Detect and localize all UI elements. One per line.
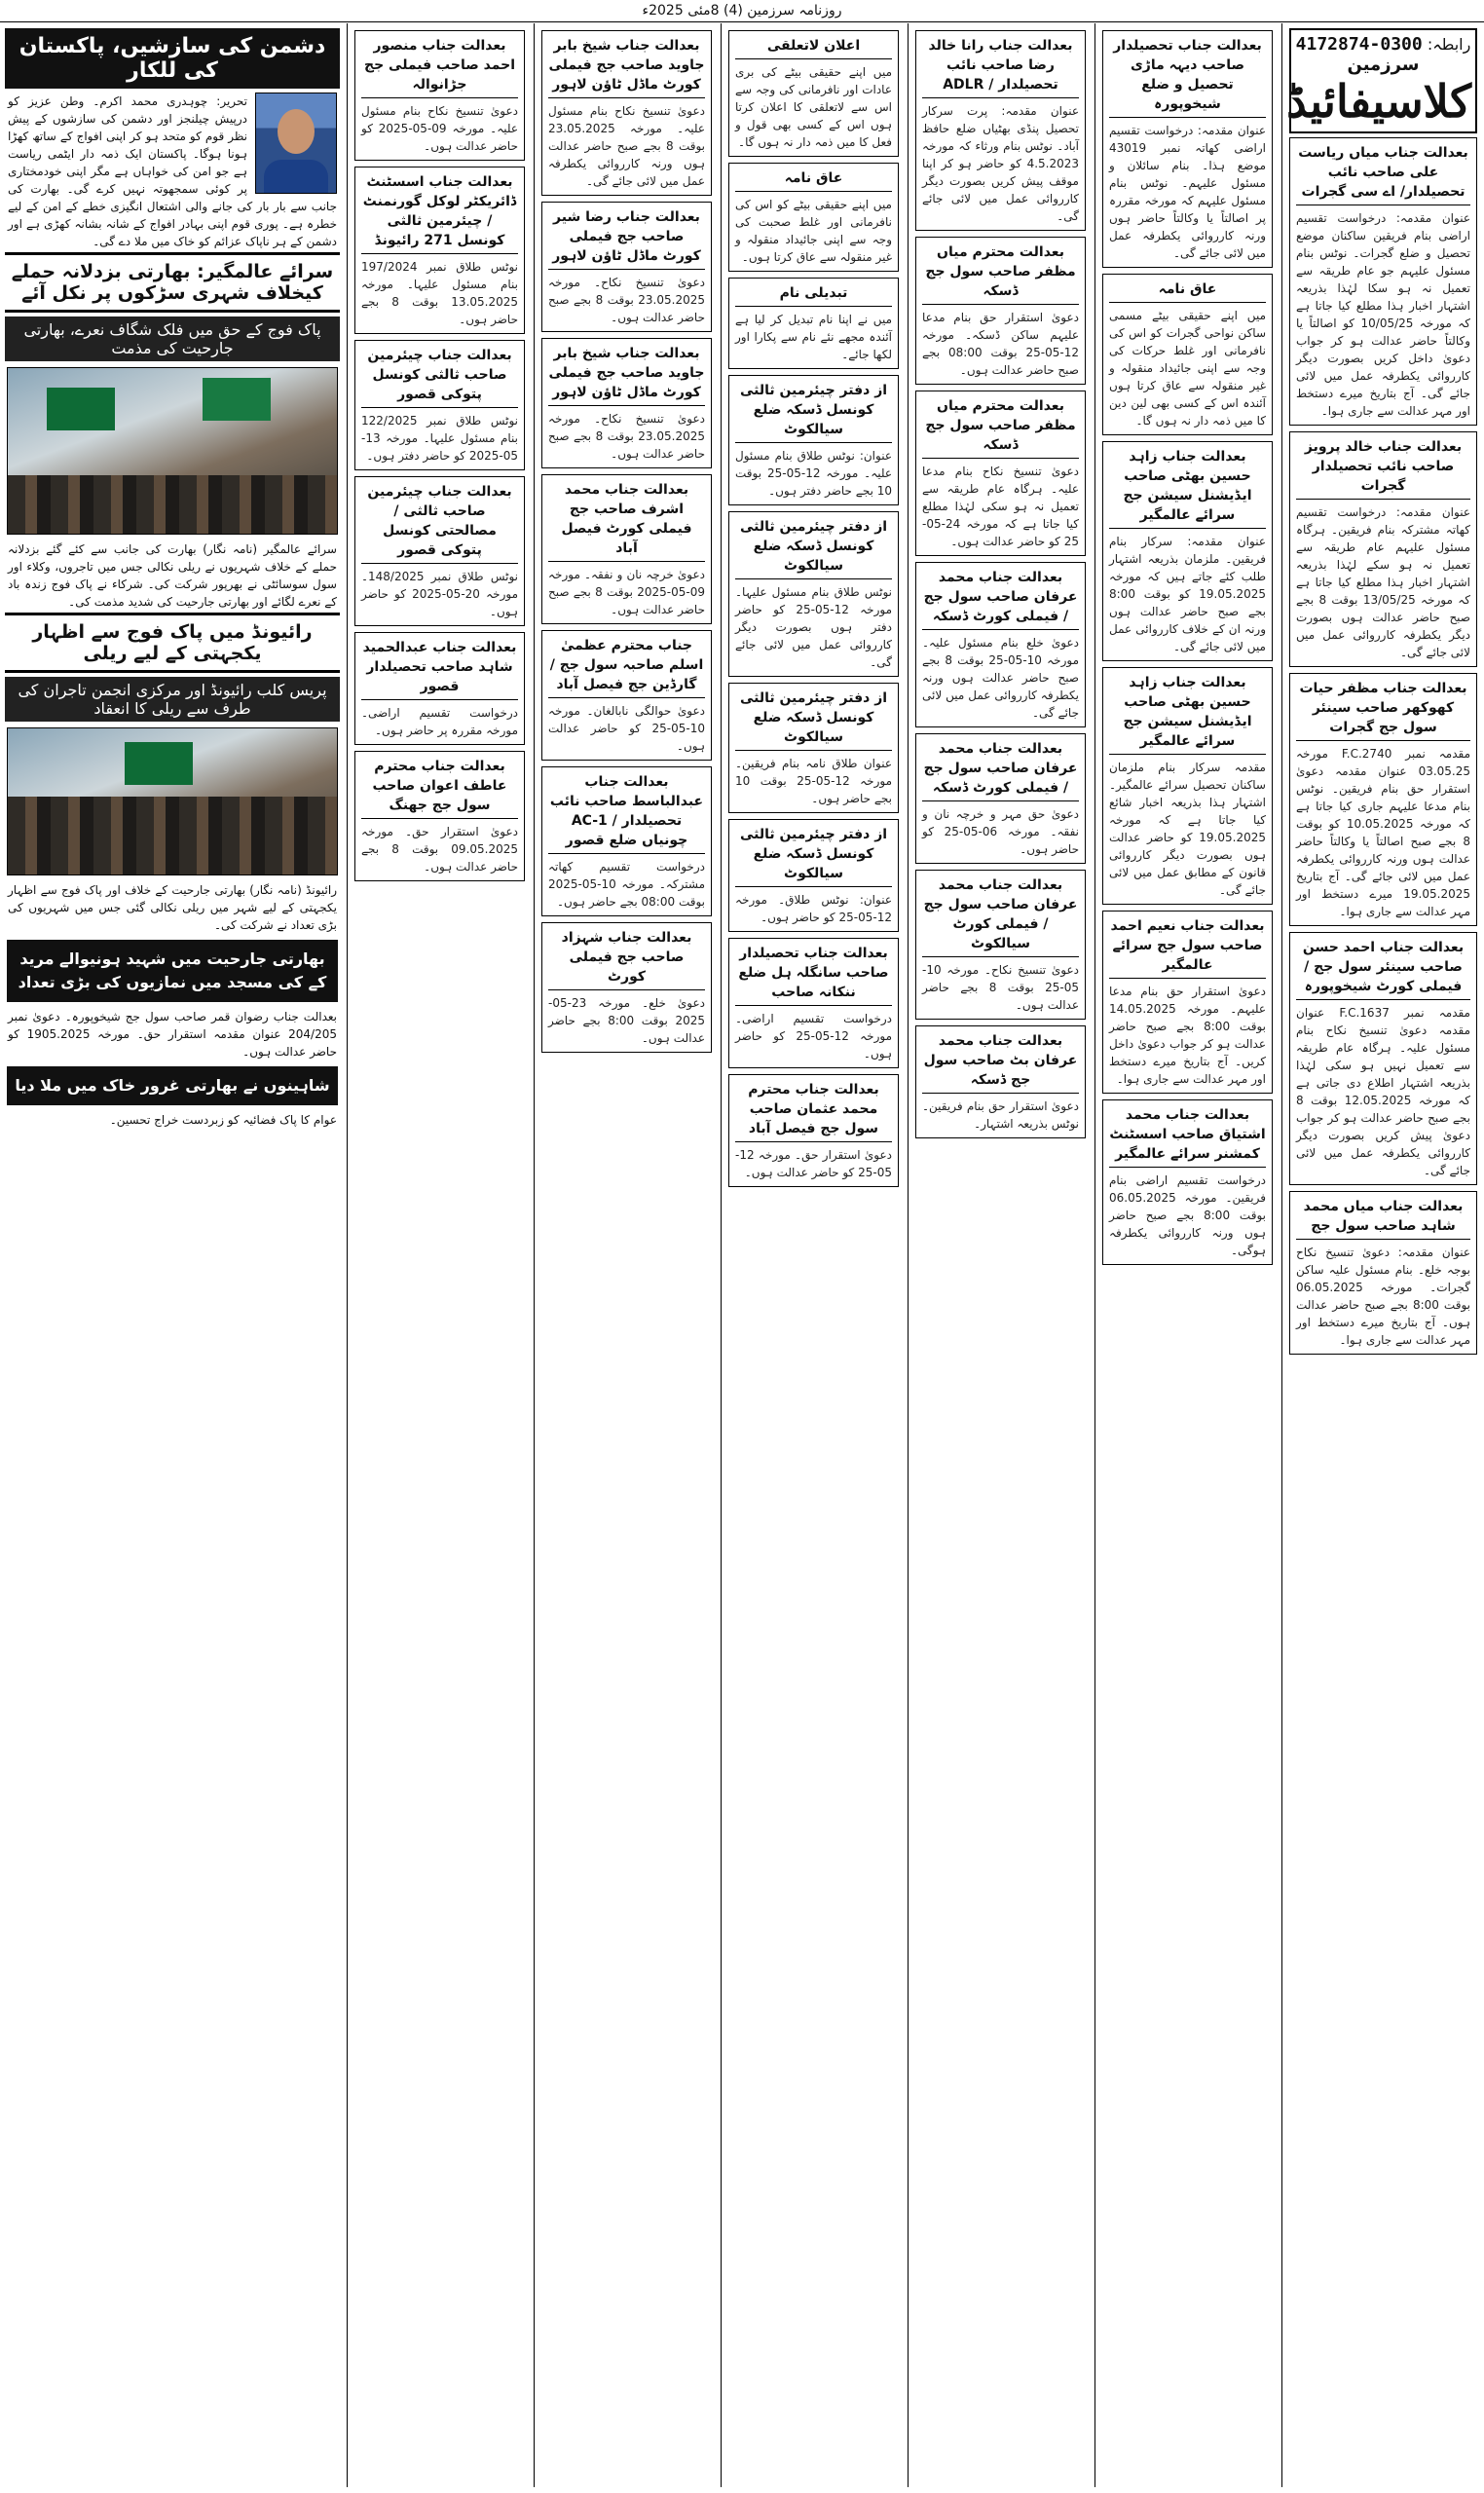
ad-box [541, 474, 712, 624]
ad-box [1289, 137, 1477, 426]
ad-text: میں اپنے حقیقی بیٹے مسمی ساکن نواحی گجرات کو اس کی نافرمانی اور غلط حرکات کی وجہ سے اپنی جائیداد منقولہ و غیر منقولہ سے عاق کرتا ہوں آئندہ اس کے کسی بھی لین دین کا میں ذمہ دار نہ ہوں گا۔ [1109, 309, 1266, 428]
ad-box [915, 733, 1086, 864]
ad-text: مقدمہ نمبر F.C.1637 عنوان مقدمہ دعویٰ تنسیخ نکاح بنام مسئول علیہ۔ ہرگاہ عام طریقہ سے تعمیل نہیں ہو سکی لہٰذا بذریعہ اشتہار اطلاع دی جاتی ہے کہ مورخہ 12.05.2025 بوقت 8 بجے صبح حاضر عدالت ہو کر جواب دعویٰ پیش کریں بصورت دیگر کارروائی یکطرفہ عمل میں لائی جائے گی۔ [1296, 1006, 1471, 1177]
article-headline: رائیونڈ میں پاک فوج سے اظہار یکجہتی کے لیے ریلی [5, 613, 340, 673]
column-6 [347, 23, 532, 2487]
rally-photo [7, 367, 338, 535]
ad-heading: بعدالت جناب شہزاد صاحب جج فیملی کورٹ [548, 928, 705, 990]
column-2 [1094, 23, 1280, 2487]
ad-heading: بعدالت جناب اسسٹنٹ ڈائریکٹر لوکل گورنمنٹ / چیئرمین ثالثی کونسل 271 رائیونڈ [361, 172, 518, 254]
ad-box [354, 751, 525, 881]
ad-box [541, 338, 712, 468]
ad-heading: بعدالت جناب عبدالحمید شاہد صاحب تحصیلدار قصور [361, 638, 518, 700]
phone-number: 0300-4172874 [1295, 34, 1423, 55]
article-text: بعدالت جناب رضوان قمر صاحب سول جج شیخوپورہ۔ دعویٰ نمبر 204/205 عنوان مقدمہ استقرار حق۔ مورخہ 1905.2025 کو حاضر عدالت ہوں۔ [8, 1010, 337, 1059]
article-text: سرائے عالمگیر (نامہ نگار) بھارت کی جانب سے کئے گئے بزدلانہ حملے کے خلاف شہریوں نے ریلی نکالی جس میں تاجروں، وکلاء اور سول سوسائٹی نے بھرپور شرکت کی۔ شرکاء نے پاک فوج زندہ باد کے نعرے لگائے اور بھارتی جارحیت کی شدید مذمت کی۔ [8, 542, 337, 609]
ad-text: دعویٰ خلع بنام مسئول علیہ۔ مورخہ 10-05-25 بوقت 8 بجے صبح حاضر عدالت ہوں ورنہ یکطرفہ کارروائی عمل میں لائی جائے گی۔ [922, 636, 1080, 720]
ad-text: عنوان مقدمہ: درخواست تقسیم کھاتہ مشترکہ بنام فریقین۔ ہرگاہ مسئول علیہم عام طریقہ سے تعمیل نہ ہو سکے لہٰذا بذریعہ اشتہار اخبار ہذا مطلع کیا جاتا ہے کہ مورخہ 13/05/25 بوقت 8 بجے صبح حاضر عدالت ہوں بصورت دیگر یکطرفہ کارروائی عمل میں لائی جائے گی۔ [1296, 505, 1470, 659]
brand-name: سرزمین [1347, 55, 1420, 75]
ad-text: نوٹس طلاق نمبر 148/2025۔ مورخہ 20-05-2025 کو حاضر ہوں۔ [361, 570, 518, 618]
column-4 [721, 23, 906, 2487]
phone-label: رابطہ: [1427, 35, 1471, 54]
ad-text: درخواست تقسیم اراضی بنام فریقین۔ مورخہ 06.05.2025 بوقت 8:00 بجے صبح حاضر ہوں ورنہ کارروائی یکطرفہ ہوگی۔ [1109, 1173, 1266, 1257]
ad-heading: بعدالت جناب رانا خالد رضا صاحب نائب تحصیلدار / ADLR [922, 36, 1079, 98]
ad-box [354, 167, 525, 334]
ad-text: دعویٰ استقرار حق بنام فریقین۔ نوٹس بذریعہ اشتہار۔ [922, 1099, 1079, 1131]
ad-heading: تبدیلی نام [735, 283, 892, 307]
ad-text: دعویٰ استقرار حق۔ مورخہ 09.05.2025 بوقت 8 بجے حاضر عدالت ہوں۔ [361, 825, 519, 874]
ad-heading: بعدالت جناب شیخ بابر جاوید صاحب جج فیملی کورٹ ماڈل ٹاؤن لاہور [548, 36, 705, 98]
ad-box [728, 938, 899, 1068]
ad-heading: عاق نامہ [735, 168, 892, 192]
date-line: روزنامہ سرزمین (4) 8مئی 2025ء [0, 0, 1484, 22]
ad-box [915, 30, 1086, 231]
ad-heading: بعدالت جناب رضا شیر صاحب جج فیملی کورٹ ماڈل ٹاؤن لاہور [548, 207, 705, 270]
ad-text: دعویٰ تنسیخ نکاح۔ مورخہ 23.05.2025 بوقت 8 بجے صبح حاضر عدالت ہوں۔ [548, 276, 705, 324]
article-headline: سرائے عالمگیر: بھارتی بزدلانہ حملے کیخلاف شہری سڑکوں پر نکل آئے [5, 252, 340, 313]
ad-box [1102, 1099, 1273, 1265]
ad-box [1102, 30, 1273, 268]
ad-text: دعویٰ حق مہر و خرچہ نان و نفقہ۔ مورخہ 06-05-25 کو حاضر ہوں۔ [922, 807, 1079, 856]
classified-logo [1286, 28, 1477, 133]
ad-box [541, 630, 712, 761]
ad-heading: بعدالت جناب محمد عرفان بٹ صاحب سول جج ڈسکہ [922, 1031, 1079, 1094]
ad-heading: بعدالت جناب خالد پرویز صاحب نائب تحصیلدار گجرات [1296, 437, 1470, 500]
ad-heading: بعدالت جناب منصور احمد صاحب فیملی جج جڑانوالہ [361, 36, 518, 98]
ad-text: دعویٰ استقرار حق۔ مورخہ 12-05-25 کو حاضر عدالت ہوں۔ [735, 1148, 892, 1179]
box-headline: بھارتی جارحیت میں شہید ہونیوالے مرید کے کی مسجد میں نمازیوں کی بڑی تعداد [18, 949, 327, 991]
ad-text: دعویٰ خرچہ نان و نفقہ۔ مورخہ 09-05-2025 بوقت 8 بجے صبح حاضر عدالت ہوں۔ [548, 568, 705, 616]
ad-text: عنوان طلاق نامہ بنام فریقین۔ مورخہ 12-05-25 بوقت 10 بجے حاضر ہوں۔ [735, 757, 893, 805]
column-5 [534, 23, 719, 2487]
ad-box [1289, 673, 1477, 926]
ad-text: عنوان: نوٹس طلاق۔ مورخہ 12-05-25 کو حاضر ہوں۔ [735, 893, 892, 924]
column-1 [1281, 23, 1484, 2487]
ad-text: دعویٰ خلع۔ مورخہ 23-05-2025 بوقت 8:00 بجے حاضر عدالت ہوں۔ [548, 996, 705, 1045]
ad-text: دعویٰ تنسیخ نکاح۔ مورخہ 10-05-25 بوقت 8 بجے حاضر عدالت ہوں۔ [922, 963, 1079, 1012]
ad-heading: بعدالت جناب نعیم احمد صاحب سول جج سرائے عالمگیر [1109, 916, 1266, 979]
ad-text: عنوان مقدمہ: دعویٰ تنسیخ نکاح بوجہ خلع۔ بنام مسئول علیہ ساکن گجرات۔ مورخہ 06.05.2025 بوقت 8:00 بجے صبح حاضر عدالت ہوں۔ آج بتاریخ میرے دستخط اور مہر عدالت سے جاری ہوا۔ [1296, 1246, 1470, 1347]
ad-heading: بعدالت محترم میاں مظفر صاحب سول جج ڈسکہ [922, 396, 1079, 459]
ad-box [1102, 911, 1273, 1094]
ad-heading: از دفتر چیئرمین ثالثی کونسل ڈسکہ ضلع سیالکوٹ [735, 688, 892, 751]
ad-text: نوٹس طلاق نمبر 197/2024 بنام مسئول علیہا۔ مورخہ 13.05.2025 بوقت 8 بجے حاضر ہوں۔ [361, 260, 519, 326]
ad-heading: بعدالت محترم میاں مظفر صاحب سول جج ڈسکہ [922, 242, 1079, 305]
ad-box [541, 30, 712, 196]
news-box [7, 940, 338, 1002]
article-subheadline: پاک فوج کے حق میں فلک شگاف نعرے، بھارتی جارحیت کی مذمت [5, 316, 340, 361]
article-text: رائیونڈ (نامہ نگار) بھارتی جارحیت کے خلاف اور پاک فوج سے اظہار یکجہتی کے لیے شہر میں ریلی نکالی گئی جس میں شہریوں کی بڑی تعداد نے شرکت کی۔ [8, 883, 337, 932]
news-box [7, 1066, 338, 1105]
ad-heading: بعدالت جناب مظفر حیات کھوکھر صاحب سینئر سول جج گجرات [1296, 679, 1470, 741]
ad-box [1289, 1191, 1477, 1355]
ad-heading: بعدالت جناب محمد عرفان صاحب سول جج / فیملی کورٹ ڈسکہ [922, 739, 1079, 801]
ad-text: دعویٰ حوالگی نابالغان۔ مورخہ 10-05-25 کو حاضر عدالت ہوں۔ [548, 704, 705, 753]
classified-title: کلاسیفائیڈ [1286, 75, 1471, 128]
ad-box [728, 819, 899, 932]
ad-text: عنوان مقدمہ: سرکار بنام فریقین۔ ملزمان بذریعہ اشتہار طلب کئے جاتے ہیں کہ مورخہ 19.05.2025 کو بوقت 8:00 بجے صبح حاضر عدالت ہوں ورنہ ان کے خلاف کارروائی عمل میں لائی جائے گی۔ [1109, 535, 1266, 653]
article-text: تحریر: چوہدری محمد اکرم۔ وطن عزیز کو درپیش چیلنجز اور دشمن کی سازشوں کے پیش نظر قوم کو متحد ہو کر اپنی افواج کے ساتھ کھڑا ہونا ہوگا۔ پاکستان ایک ذمہ دار ایٹمی ریاست ہے جو امن کی خواہاں ہے مگر اپنی خودمختاری پر کوئی سمجھوتہ نہیں کرے گی۔ بھارت کی جانب سے بار بار کی جانے والی اشتعال انگیزی خطے کے امن کے لیے خطرہ ہے۔ پوری قوم اپنی بہادر افواج کے شانہ بشانہ کھڑی ہے اور دشمن کے ہر ناپاک عزائم کو خاک میں ملا دے گی۔ [8, 94, 337, 248]
ad-text: عنوان: نوٹس طلاق بنام مسئول علیہ۔ مورخہ 12-05-25 بوقت 10 بجے حاضر دفتر ہوں۔ [735, 449, 892, 498]
ad-text: میں اپنے حقیقی بیٹے کو اس کی نافرمانی اور غلط صحبت کی وجہ سے اپنی جائیداد منقولہ و غیر منقولہ سے عاق کرتا ہوں۔ [735, 198, 892, 264]
ad-box [1102, 274, 1273, 435]
ad-text: عنوان مقدمہ: درخواست تقسیم اراضی بنام فریقین ساکنان موضع تحصیل و ضلع گجرات۔ نوٹس بنام مسئول علیہم جو عام طریقہ سے تعمیل نہ ہو سکا لہٰذا بذریعہ اشتہار اخبار ہذا مطلع کیا جاتا ہے کہ مورخہ 10/05/25 کو اصالتاً یا وکالتاً حاضر عدالت ہو کر جواب دعویٰ داخل کریں بصورت دیگر کارروائی یکطرفہ عمل میں لائی جائے گی۔ آج بتاریخ میرے دستخط اور مہر عدالت سے جاری ہوا۔ [1296, 211, 1471, 418]
ad-box [1289, 431, 1477, 667]
ad-box [915, 1025, 1086, 1138]
ad-box [728, 30, 899, 157]
ad-box [728, 163, 899, 272]
ad-heading: بعدالت جناب زاہد حسین بھٹی صاحب ایڈیشنل سیشن جج سرائے عالمگیر [1109, 447, 1266, 529]
ad-text: مقدمہ سرکار بنام ملزمان ساکنان تحصیل سرائے عالمگیر۔ اشتہار ہذا بذریعہ اخبار شائع کیا جاتا ہے کہ مورخہ 19.05.2025 کو حاضر عدالت ہوں بصورت دیگر کارروائی قانون کے مطابق عمل میں لائی جائے گی۔ [1109, 761, 1266, 897]
ad-box [728, 683, 899, 813]
ad-heading: بعدالت جناب زاہد حسین بھٹی صاحب ایڈیشنل سیشن جج سرائے عالمگیر [1109, 673, 1266, 755]
ad-text: درخواست تقسیم اراضی۔ مورخہ 12-05-25 کو حاضر ہوں۔ [735, 1012, 892, 1060]
ad-heading: بعدالت جناب تحصیلدار صاحب دیہہ ماڑی تحصیل و ضلع شیخوپورہ [1109, 36, 1266, 118]
ad-box [1289, 932, 1477, 1185]
ad-heading: بعدالت جناب چیئرمین صاحب ثالثی کونسل پتوکی قصور [361, 346, 518, 408]
ad-heading: بعدالت جناب محترم محمد عثمان صاحب سول جج فیصل آباد [735, 1080, 892, 1142]
ad-heading: از دفتر چیئرمین ثالثی کونسل ڈسکہ ضلع سیالکوٹ [735, 825, 892, 887]
ad-heading: از دفتر چیئرمین ثالثی کونسل ڈسکہ ضلع سیالکوٹ [735, 517, 892, 579]
ad-heading: بعدالت جناب تحصیلدار صاحب سانگلہ ہل ضلع ننکانہ صاحب [735, 944, 892, 1006]
ad-box [728, 375, 899, 505]
ad-box [541, 202, 712, 332]
ad-text: مقدمہ نمبر F.C.2740 مورخہ 03.05.25 عنوان مقدمہ دعویٰ استقرار حق بنام فریقین۔ نوٹس بنام مدعا علیہم جاری کیا جاتا ہے کہ مورخہ 10.05.2025 کو بوقت 8 بجے صبح اصالتاً یا وکالتاً حاضر عدالت ہوں ورنہ کارروائی یکطرفہ عمل میں لائی جائے گی۔ آج بتاریخ 19.05.2025 میرے دستخط اور مہر عدالت سے جاری ہوا۔ [1296, 747, 1470, 918]
ad-heading: بعدالت جناب محمد اشتیاق صاحب اسسٹنٹ کمشنر سرائے عالمگیر [1109, 1105, 1266, 1168]
news-column [0, 23, 345, 2487]
ad-text: نوٹس طلاق بنام مسئول علیہا۔ مورخہ 12-05-25 کو حاضر دفتر ہوں بصورت دیگر کارروائی عمل میں لائی جائے گی۔ [735, 585, 892, 669]
ad-box [728, 1074, 899, 1187]
ad-box [915, 391, 1086, 556]
ad-text: عنوان مقدمہ: پرت سرکار تحصیل پنڈی بھٹیاں ضلع حافظ آباد۔ نوٹس بنام ورثاء کہ مورخہ 4.5.2023 کو حاضر ہو کر اپنا موقف پیش کریں بصورت دیگر کارروائی عمل میں لائی جائے گی۔ [922, 104, 1079, 223]
ad-heading: بعدالت جناب محمد عرفان صاحب سول جج / فیملی کورٹ سیالکوٹ [922, 875, 1079, 957]
article-text: عوام کا پاک فضائیہ کو زبردست خراج تحسین۔ [109, 1113, 337, 1127]
ad-text: میں اپنے حقیقی بیٹے کی بری عادات اور نافرمانی کی وجہ سے اس سے لاتعلقی کا اعلان کرتا ہوں اس کے کسی بھی قول و فعل کا میں ذمہ دار نہ ہوں گا۔ [735, 65, 892, 149]
ad-text: درخواست تقسیم اراضی۔ مورخہ مقررہ پر حاضر ہوں۔ [361, 706, 518, 737]
article-subheadline: پریس کلب رائیونڈ اور مرکزی انجمن تاجران کی طرف سے ریلی کا انعقاد [5, 677, 340, 722]
ad-text: دعویٰ تنسیخ نکاح بنام مدعا علیہ۔ ہرگاہ عام طریقہ سے تعمیل نہ ہو سکی لہٰذا مطلع کیا جاتا ہے کہ مورخہ 24-05-25 کو حاضر عدالت ہوں۔ [922, 465, 1079, 548]
ad-box [354, 632, 525, 745]
ad-box [1102, 441, 1273, 661]
ad-heading: بعدالت جناب میاں محمد شاہد صاحب سول جج [1296, 1197, 1470, 1240]
ad-heading: از دفتر چیئرمین ثالثی کونسل ڈسکہ ضلع سیالکوٹ [735, 381, 892, 443]
ad-box [354, 340, 525, 470]
ad-text: دعویٰ استقرار حق بنام مدعا علیہم ساکن ڈسکہ۔ مورخہ 12-05-25 بوقت 08:00 بجے صبح حاضر عدالت ہوں۔ [922, 311, 1079, 377]
ad-text: دعویٰ تنسیخ نکاح۔ مورخہ 23.05.2025 بوقت 8 بجے صبح حاضر عدالت ہوں۔ [548, 412, 705, 461]
ad-box [541, 922, 712, 1053]
ad-heading: بعدالت جناب چیئرمین صاحب ثالثی / مصالحتی کونسل پتوکی قصور [361, 482, 518, 564]
article-headline: دشمن کی سازشیں، پاکستان کی للکار [5, 28, 340, 89]
ad-text: دعویٰ استقرار حق بنام مدعا علیہم۔ مورخہ 14.05.2025 بوقت 8:00 بجے صبح حاضر عدالت ہو کر جواب دعویٰ داخل کریں۔ آج بتاریخ میرے دستخط اور مہر عدالت سے جاری ہوا۔ [1109, 985, 1266, 1086]
ad-text: دعویٰ تنسیخ نکاح بنام مسئول علیہ۔ مورخہ 09-05-2025 کو حاضر عدالت ہوں۔ [361, 104, 518, 153]
ad-box [728, 511, 899, 677]
article-body [5, 93, 340, 250]
ad-heading: عاق نامہ [1109, 279, 1266, 303]
ad-box [915, 562, 1086, 727]
ad-heading: بعدالت جناب شیخ بابر جاوید صاحب جج فیملی کورٹ ماڈل ٹاؤن لاہور [548, 344, 705, 406]
ad-text: میں نے اپنا نام تبدیل کر لیا ہے آئندہ مجھے نئے نام سے پکارا اور لکھا جائے۔ [735, 313, 892, 361]
column-3 [908, 23, 1093, 2487]
ad-text: دعویٰ تنسیخ نکاح بنام مسئول علیہ۔ مورخہ 23.05.2025 بوقت 8 بجے صبح حاضر عدالت ہوں ورنہ کارروائی یکطرفہ عمل میں لائی جائے گی۔ [548, 104, 705, 188]
author-photo [255, 93, 337, 194]
ad-heading: بعدالت جناب احمد حسن صاحب سینئر سول جج / فیملی کورٹ شیخوپورہ [1296, 938, 1470, 1000]
ad-heading: بعدالت جناب میاں ریاست علی صاحب نائب تحصیلدار/ اے سی گجرات [1296, 143, 1470, 205]
rally-photo [7, 727, 338, 875]
ad-text: درخواست تقسیم کھاتہ مشترکہ۔ مورخہ 10-05-2025 بوقت 08:00 بجے حاضر ہوں۔ [548, 860, 705, 909]
ad-heading: بعدالت جناب محمد اشرف صاحب جج فیملی کورٹ فیصل آباد [548, 480, 705, 562]
ad-heading: جناب محترم عظمیٰ اسلم صاحبہ سول جج / گارڈین جج فیصل آباد [548, 636, 705, 698]
ad-box [915, 870, 1086, 1020]
ad-text: عنوان مقدمہ: درخواست تقسیم اراضی کھاتہ نمبر 43019 موضع ہذا۔ بنام سائلان و مسئول علیہم۔ نوٹس بنام مسئول علیہم کہ مورخہ مقررہ پر اصالتاً یا وکالتاً حاضر ہوں ورنہ کارروائی یکطرفہ عمل میں لائی جائے گی۔ [1109, 124, 1266, 260]
ad-box [915, 237, 1086, 385]
ad-heading: بعدالت جناب عبدالباسط صاحب نائب تحصیلدار / AC-1 چونیاں ضلع قصور [548, 772, 705, 854]
ad-box [1102, 667, 1273, 905]
ad-box [354, 30, 525, 161]
ad-text: نوٹس طلاق نمبر 122/2025 بنام مسئول علیہا۔ مورخہ 13-05-2025 کو حاضر دفتر ہوں۔ [361, 414, 518, 463]
ad-box [728, 278, 899, 369]
box-headline: شاہینوں نے بھارتی غرور خاک میں ملا دیا [15, 1076, 330, 1095]
ad-box [541, 766, 712, 916]
ad-heading: بعدالت جناب محترم عاطف اعوان صاحب سول جج جھنگ [361, 757, 518, 819]
ad-box [354, 476, 525, 626]
ad-heading: بعدالت جناب محمد عرفان صاحب سول جج / فیملی کورٹ ڈسکہ [922, 568, 1079, 630]
ad-heading: اعلان لاتعلقی [735, 36, 892, 59]
